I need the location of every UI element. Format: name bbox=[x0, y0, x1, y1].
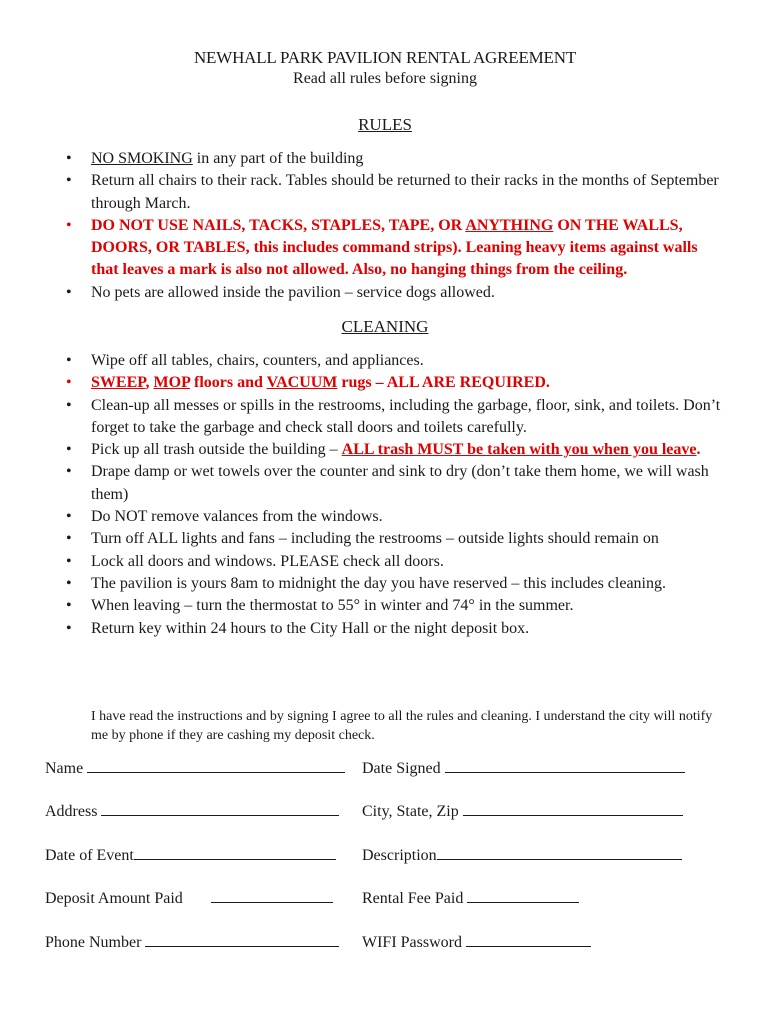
rule-no-smoking-emphasis: NO SMOKING bbox=[91, 150, 193, 167]
description-line[interactable] bbox=[437, 845, 682, 860]
rule-walls-anything: ANYTHING bbox=[465, 216, 554, 234]
cleaning-mop: MOP bbox=[153, 374, 190, 392]
date-signed-line[interactable] bbox=[445, 758, 685, 773]
cleaning-item-key: • Return key within 24 hours to the City Hall or the night deposit box. bbox=[66, 618, 726, 640]
name-label: Name bbox=[45, 760, 84, 777]
rule-item-pets: • No pets are allowed inside the pavilion – service dogs allowed. bbox=[66, 282, 726, 304]
cleaning-item-wipe: • Wipe off all tables, chairs, counters, and appliances. bbox=[66, 350, 726, 372]
wifi-password-label: WIFI Password bbox=[362, 934, 462, 951]
address-label: Address bbox=[45, 803, 98, 820]
city-state-zip-line[interactable] bbox=[463, 801, 683, 816]
rental-fee-line[interactable] bbox=[467, 888, 579, 903]
rule-walls-text-b: ON THE WALLS, DOORS, OR TABLES, this includes command strips). Leaning heavy items against walls that leaves a mark is also not allowed. Also, no hanging things from the ceiling. bbox=[91, 216, 698, 279]
cleaning-item-lock: • Lock all doors and windows. PLEASE check all doors. bbox=[66, 551, 726, 573]
deposit-amount-field[interactable] bbox=[45, 888, 333, 908]
deposit-amount-label: Deposit Amount Paid bbox=[45, 890, 183, 907]
cleaning-item-restrooms: • Clean-up all messes or spills in the restrooms, including the garbage, floor, sink, and toilets. Don’t forget to take the garbage and check stall doors and toilets carefully. bbox=[66, 395, 726, 440]
city-state-zip-label: City, State, Zip bbox=[362, 803, 459, 820]
rules-list bbox=[66, 148, 726, 304]
rules-heading: RULES bbox=[358, 115, 412, 134]
cleaning-vacuum: VACUUM bbox=[266, 374, 338, 392]
rental-fee-field[interactable] bbox=[362, 888, 579, 908]
cleaning-sweep-end: rugs – ALL ARE REQUIRED. bbox=[337, 374, 550, 392]
document-subtitle: Read all rules before signing bbox=[293, 70, 477, 87]
cleaning-list bbox=[66, 350, 726, 640]
rule-item-walls bbox=[66, 215, 726, 282]
phone-number-line[interactable] bbox=[145, 932, 339, 947]
document-title: NEWHALL PARK PAVILION RENTAL AGREEMENT bbox=[193, 48, 577, 67]
cleaning-trash-dot: . bbox=[696, 441, 701, 459]
address-line[interactable] bbox=[101, 801, 339, 816]
agreement-statement: I have read the instructions and by signing I agree to all the rules and cleaning. I understand the city will notify me by phone if they are cashing my deposit check. bbox=[91, 709, 713, 743]
date-of-event-line[interactable] bbox=[134, 845, 336, 860]
cleaning-heading: CLEANING bbox=[341, 317, 429, 336]
phone-number-label: Phone Number bbox=[45, 934, 142, 951]
rule-walls-text-a: DO NOT USE NAILS, TACKS, STAPLES, TAPE, OR bbox=[91, 216, 466, 234]
rule-item-chairs: • Return all chairs to their rack. Tables should be returned to their racks in the months of September through March. bbox=[66, 170, 726, 215]
date-of-event-field[interactable] bbox=[45, 845, 336, 865]
rental-fee-label: Rental Fee Paid bbox=[362, 890, 464, 907]
date-signed-label: Date Signed bbox=[362, 760, 441, 777]
date-of-event-label: Date of Event bbox=[45, 847, 134, 864]
address-field[interactable] bbox=[45, 801, 339, 821]
date-signed-field[interactable] bbox=[362, 758, 685, 778]
city-state-zip-field[interactable] bbox=[362, 801, 683, 821]
phone-number-field[interactable] bbox=[45, 932, 339, 952]
cleaning-item-hours: • The pavilion is yours 8am to midnight the day you have reserved – this includes cleaning. bbox=[66, 573, 726, 595]
cleaning-item-lights: • Turn off ALL lights and fans – including the restrooms – outside lights should remain on bbox=[66, 528, 726, 550]
rule-item-no-smoking bbox=[66, 148, 726, 170]
cleaning-sweep: SWEEP bbox=[91, 374, 146, 392]
cleaning-item-towels: • Drape damp or wet towels over the counter and sink to dry (don’t take them home, we will wash them) bbox=[66, 461, 726, 506]
cleaning-sweep-mid: floors and bbox=[189, 374, 267, 392]
name-line[interactable] bbox=[87, 758, 345, 773]
cleaning-item-thermostat: • When leaving – turn the thermostat to 55° in winter and 74° in the summer. bbox=[66, 595, 726, 617]
wifi-password-field[interactable] bbox=[362, 932, 591, 952]
description-field[interactable] bbox=[362, 845, 682, 865]
deposit-amount-line[interactable] bbox=[211, 888, 333, 903]
description-label: Description bbox=[362, 847, 437, 864]
cleaning-item-valances: • Do NOT remove valances from the windows. bbox=[66, 506, 726, 528]
name-field[interactable] bbox=[45, 758, 345, 778]
rule-no-smoking-text: in any part of the building bbox=[192, 150, 364, 167]
cleaning-trash-text: Pick up all trash outside the building – bbox=[91, 441, 342, 459]
cleaning-trash-red: ALL trash MUST be taken with you when you leave bbox=[341, 441, 697, 459]
cleaning-item-sweep bbox=[66, 372, 726, 394]
wifi-password-line[interactable] bbox=[466, 932, 591, 947]
cleaning-item-trash bbox=[66, 439, 726, 461]
cleaning-sweep-comma: , bbox=[145, 374, 154, 392]
